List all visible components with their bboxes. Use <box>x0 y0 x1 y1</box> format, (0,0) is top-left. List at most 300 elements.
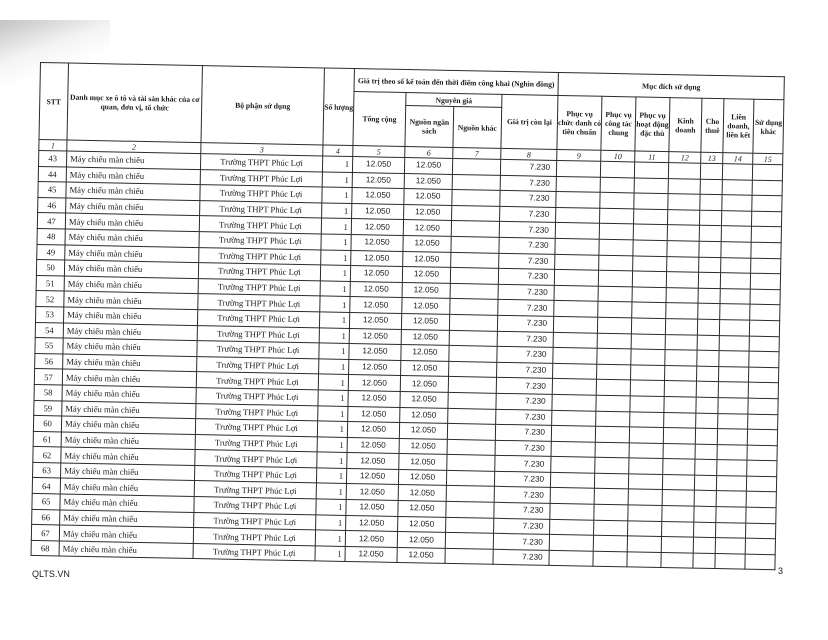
row-department: Trường THPT Phúc Lợi <box>197 310 319 328</box>
asset-table <box>31 62 785 571</box>
row-remaining-value: 7.230 <box>498 268 554 285</box>
row-asset-name: Máy chiếu màn chiếu <box>59 525 193 543</box>
row-asset-name: Máy chiếu màn chiếu <box>64 276 198 294</box>
row-purpose-cell <box>665 350 697 366</box>
row-other-source <box>450 283 498 300</box>
row-purpose-cell <box>715 553 745 569</box>
row-remaining-value: 7.230 <box>499 237 555 254</box>
row-total: 12.050 <box>348 390 400 407</box>
row-purpose-cell <box>550 488 594 504</box>
row-budget-source: 12.050 <box>402 298 450 315</box>
row-purpose-cell <box>632 287 666 303</box>
row-purpose-cell <box>697 335 719 351</box>
row-total: 12.050 <box>346 468 398 485</box>
row-purpose-cell <box>596 380 630 396</box>
row-department: Trường THPT Phúc Lợi <box>200 200 322 218</box>
row-stt: 53 <box>36 306 64 322</box>
row-purpose-cell <box>721 257 751 273</box>
row-budget-source: 12.050 <box>403 235 451 252</box>
row-purpose-cell <box>597 317 631 333</box>
row-purpose-cell <box>663 443 695 459</box>
row-purpose-cell <box>631 349 665 365</box>
row-purpose-cell <box>752 211 782 227</box>
row-purpose-cell <box>629 427 663 443</box>
column-number: 9 <box>557 149 601 161</box>
row-purpose-cell <box>721 242 751 258</box>
row-department: Trường THPT Phúc Lợi <box>194 481 316 499</box>
row-asset-name: Máy chiếu màn chiếu <box>61 432 195 450</box>
row-purpose-cell <box>746 507 776 523</box>
row-purpose-cell <box>717 429 747 445</box>
row-remaining-value: 7.230 <box>497 346 553 363</box>
row-purpose-cell <box>556 160 600 176</box>
row-purpose-cell <box>550 519 594 535</box>
row-budget-source: 12.050 <box>398 485 446 502</box>
row-purpose-cell <box>549 535 593 551</box>
header-tong-cong: Tổng cộng <box>353 92 406 147</box>
row-purpose-cell <box>667 256 699 272</box>
row-asset-name: Máy chiếu màn chiếu <box>62 385 196 403</box>
row-purpose-cell <box>720 273 750 289</box>
row-total: 12.050 <box>350 266 402 283</box>
row-purpose-cell <box>752 195 782 211</box>
row-quantity: 1 <box>321 218 351 234</box>
row-asset-name: Máy chiếu màn chiếu <box>60 510 194 528</box>
row-department: Trường THPT Phúc Lợi <box>200 185 322 203</box>
column-number: 7 <box>453 147 501 159</box>
row-purpose-cell <box>599 239 633 255</box>
footer-brand: QLTS.VN <box>32 569 70 579</box>
row-purpose-cell <box>700 163 722 179</box>
row-budget-source: 12.050 <box>397 547 445 564</box>
row-asset-name: Máy chiếu màn chiếu <box>61 463 195 481</box>
row-purpose-cell <box>695 428 717 444</box>
row-department: Trường THPT Phúc Lợi <box>196 403 318 421</box>
row-purpose-cell <box>720 288 750 304</box>
header-bo-phan: Bộ phận sử dụng <box>201 66 324 145</box>
row-stt: 62 <box>33 447 61 463</box>
row-stt: 56 <box>35 353 63 369</box>
row-department: Trường THPT Phúc Lợi <box>197 341 319 359</box>
row-purpose-cell <box>552 394 596 410</box>
row-asset-name: Máy chiếu màn chiếu <box>63 354 197 372</box>
row-purpose-cell <box>551 441 595 457</box>
row-purpose-cell <box>555 254 599 270</box>
row-stt: 61 <box>33 431 61 447</box>
row-quantity: 1 <box>322 156 352 172</box>
row-purpose-cell <box>593 551 627 567</box>
row-budget-source: 12.050 <box>404 173 452 190</box>
row-purpose-cell <box>749 367 779 383</box>
header-lien-doanh: Liên doanh, liên kết <box>723 99 754 154</box>
row-purpose-cell <box>747 429 777 445</box>
row-purpose-cell <box>631 318 665 334</box>
header-so-luong: Số lượng <box>323 68 354 146</box>
column-number: 1 <box>39 139 67 151</box>
row-remaining-value: 7.230 <box>497 331 553 348</box>
row-purpose-cell <box>664 412 696 428</box>
row-other-source <box>452 174 500 191</box>
row-purpose-cell <box>628 505 662 521</box>
row-department: Trường THPT Phúc Lợi <box>193 543 315 561</box>
asset-table-sheet <box>31 62 784 571</box>
row-purpose-cell <box>720 304 750 320</box>
row-remaining-value: 7.230 <box>497 315 553 332</box>
row-stt: 45 <box>38 182 66 198</box>
row-remaining-value: 7.230 <box>500 159 556 176</box>
row-purpose-cell <box>668 178 700 194</box>
row-department: Trường THPT Phúc Lợi <box>196 387 318 405</box>
row-stt: 58 <box>34 384 62 400</box>
row-quantity: 1 <box>318 390 348 406</box>
row-purpose-cell <box>634 193 668 209</box>
row-budget-source: 12.050 <box>402 267 450 284</box>
row-asset-name: Máy chiếu màn chiếu <box>66 182 200 200</box>
row-stt: 68 <box>31 540 59 556</box>
row-quantity: 1 <box>316 483 346 499</box>
row-budget-source: 12.050 <box>404 158 452 175</box>
row-asset-name: Máy chiếu màn chiếu <box>65 213 199 231</box>
row-stt: 43 <box>39 150 67 166</box>
row-total: 12.050 <box>349 359 401 376</box>
row-stt: 59 <box>34 400 62 416</box>
row-total: 12.050 <box>352 157 404 174</box>
row-budget-source: 12.050 <box>401 313 449 330</box>
row-purpose-cell <box>747 445 777 461</box>
row-budget-source: 12.050 <box>398 501 446 518</box>
row-purpose-cell <box>665 318 697 334</box>
row-purpose-cell <box>630 380 664 396</box>
row-purpose-cell <box>596 411 630 427</box>
column-number: 14 <box>723 153 753 165</box>
row-remaining-value: 7.230 <box>494 502 550 519</box>
row-purpose-cell <box>627 552 661 568</box>
row-total: 12.050 <box>350 297 402 314</box>
row-purpose-cell <box>751 227 781 243</box>
row-department: Trường THPT Phúc Lợi <box>193 528 315 546</box>
row-purpose-cell <box>666 272 698 288</box>
column-number: 5 <box>353 146 405 158</box>
row-purpose-cell <box>556 176 600 192</box>
row-purpose-cell <box>693 553 715 569</box>
row-purpose-cell <box>694 522 716 538</box>
row-purpose-cell <box>716 491 746 507</box>
row-budget-source: 12.050 <box>399 454 447 471</box>
row-purpose-cell <box>746 523 776 539</box>
row-remaining-value: 7.230 <box>496 378 552 395</box>
row-stt: 63 <box>33 462 61 478</box>
row-purpose-cell <box>748 382 778 398</box>
row-department: Trường THPT Phúc Lợi <box>198 278 320 296</box>
row-purpose-cell <box>634 209 668 225</box>
row-purpose-cell <box>554 285 598 301</box>
row-other-source <box>448 408 496 425</box>
row-purpose-cell <box>696 413 718 429</box>
row-purpose-cell <box>600 161 634 177</box>
row-quantity: 1 <box>317 437 347 453</box>
row-purpose-cell <box>748 398 778 414</box>
row-purpose-cell <box>600 192 634 208</box>
row-other-source <box>450 268 498 285</box>
row-quantity: 1 <box>320 265 350 281</box>
row-purpose-cell <box>600 177 634 193</box>
row-purpose-cell <box>632 271 666 287</box>
row-total: 12.050 <box>352 188 404 205</box>
row-purpose-cell <box>722 195 752 211</box>
row-department: Trường THPT Phúc Lợi <box>199 247 321 265</box>
row-purpose-cell <box>747 460 777 476</box>
row-purpose-cell <box>663 428 695 444</box>
row-purpose-cell <box>751 258 781 274</box>
row-quantity: 1 <box>316 468 346 484</box>
row-purpose-cell <box>718 413 748 429</box>
row-stt: 66 <box>32 509 60 525</box>
row-budget-source: 12.050 <box>401 345 449 362</box>
header-nguon-ngan-sach: Nguồn ngân sách <box>405 106 454 148</box>
row-remaining-value: 7.230 <box>493 534 549 551</box>
header-muc-dich: Mục đích sử dụng <box>558 72 784 99</box>
row-department: Trường THPT Phúc Lợi <box>198 294 320 312</box>
row-purpose-cell <box>556 192 600 208</box>
row-other-source <box>446 501 494 518</box>
row-purpose-cell <box>630 411 664 427</box>
row-quantity: 1 <box>316 515 346 531</box>
row-quantity: 1 <box>321 234 351 250</box>
row-asset-name: Máy chiếu màn chiếu <box>63 323 197 341</box>
header-phuc-vu-cong-tac: Phục vụ công tác chung <box>601 96 636 151</box>
row-purpose-cell <box>749 336 779 352</box>
row-remaining-value: 7.230 <box>499 222 555 239</box>
row-total: 12.050 <box>348 375 400 392</box>
row-stt: 50 <box>36 260 64 276</box>
row-purpose-cell <box>551 457 595 473</box>
row-department: Trường THPT Phúc Lợi <box>194 512 316 530</box>
row-other-source <box>446 517 494 534</box>
row-other-source <box>448 392 496 409</box>
row-purpose-cell <box>749 351 779 367</box>
row-budget-source: 12.050 <box>401 360 449 377</box>
row-purpose-cell <box>695 459 717 475</box>
row-budget-source: 12.050 <box>399 423 447 440</box>
row-purpose-cell <box>722 164 752 180</box>
row-purpose-cell <box>745 554 775 570</box>
row-remaining-value: 7.230 <box>499 253 555 270</box>
row-quantity: 1 <box>315 546 345 562</box>
row-other-source <box>450 299 498 316</box>
column-number: 13 <box>701 152 723 163</box>
column-number: 4 <box>323 145 353 157</box>
row-total: 12.050 <box>345 531 397 548</box>
row-purpose-cell <box>750 289 780 305</box>
row-quantity: 1 <box>322 187 352 203</box>
row-asset-name: Máy chiếu màn chiếu <box>65 229 199 247</box>
row-purpose-cell <box>700 210 722 226</box>
row-other-source <box>449 346 497 363</box>
row-stt: 47 <box>37 213 65 229</box>
row-other-source <box>445 548 493 565</box>
row-quantity: 1 <box>317 452 347 468</box>
row-other-source <box>449 361 497 378</box>
row-stt: 65 <box>32 493 60 509</box>
row-purpose-cell <box>594 489 628 505</box>
row-purpose-cell <box>552 379 596 395</box>
row-other-source <box>451 252 499 269</box>
header-nguyen-gia: Nguyên giá <box>406 93 502 108</box>
row-purpose-cell <box>694 491 716 507</box>
row-purpose-cell <box>696 397 718 413</box>
row-purpose-cell <box>715 538 745 554</box>
row-budget-source: 12.050 <box>404 204 452 221</box>
row-purpose-cell <box>721 226 751 242</box>
row-purpose-cell <box>666 303 698 319</box>
row-budget-source: 12.050 <box>400 391 448 408</box>
row-department: Trường THPT Phúc Lợi <box>197 325 319 343</box>
row-purpose-cell <box>750 273 780 289</box>
row-purpose-cell <box>748 414 778 430</box>
row-total: 12.050 <box>348 406 400 423</box>
row-budget-source: 12.050 <box>404 189 452 206</box>
row-purpose-cell <box>550 503 594 519</box>
row-purpose-cell <box>628 521 662 537</box>
row-purpose-cell <box>594 473 628 489</box>
row-total: 12.050 <box>350 281 402 298</box>
header-gia-tri-group: Giá trị theo số kế toán đến thời điểm công khai (Nghìn đồng) <box>354 69 558 96</box>
row-purpose-cell <box>630 396 664 412</box>
row-budget-source: 12.050 <box>403 220 451 237</box>
row-department: Trường THPT Phúc Lợi <box>195 434 317 452</box>
row-stt: 64 <box>32 478 60 494</box>
row-remaining-value: 7.230 <box>495 456 551 473</box>
row-purpose-cell <box>698 288 720 304</box>
row-other-source <box>447 423 495 440</box>
header-su-dung-khac: Sử dụng khác <box>753 99 784 154</box>
row-department: Trường THPT Phúc Lợi <box>197 356 319 374</box>
row-purpose-cell <box>661 537 693 553</box>
row-purpose-cell <box>693 537 715 553</box>
row-other-source <box>452 158 500 175</box>
row-purpose-cell <box>627 536 661 552</box>
row-purpose-cell <box>554 301 598 317</box>
row-budget-source: 12.050 <box>400 407 448 424</box>
row-other-source <box>448 377 496 394</box>
row-purpose-cell <box>552 410 596 426</box>
row-other-source <box>446 470 494 487</box>
row-purpose-cell <box>629 458 663 474</box>
row-stt: 49 <box>37 244 65 260</box>
row-purpose-cell <box>593 535 627 551</box>
row-department: Trường THPT Phúc Lợi <box>199 232 321 250</box>
row-remaining-value: 7.230 <box>495 440 551 457</box>
row-purpose-cell <box>629 443 663 459</box>
row-other-source <box>449 330 497 347</box>
row-purpose-cell <box>553 316 597 332</box>
row-purpose-cell <box>594 504 628 520</box>
row-asset-name: Máy chiếu màn chiếu <box>59 541 193 559</box>
row-purpose-cell <box>697 319 719 335</box>
row-asset-name: Máy chiếu màn chiếu <box>60 494 194 512</box>
column-number: 10 <box>601 150 635 162</box>
row-purpose-cell <box>698 272 720 288</box>
row-purpose-cell <box>750 305 780 321</box>
row-purpose-cell <box>600 208 634 224</box>
row-purpose-cell <box>667 241 699 257</box>
row-quantity: 1 <box>322 203 352 219</box>
column-number: 15 <box>753 153 783 165</box>
row-total: 12.050 <box>351 219 403 236</box>
row-quantity: 1 <box>319 343 349 359</box>
row-purpose-cell <box>667 225 699 241</box>
table-body <box>31 150 783 570</box>
row-department: Trường THPT Phúc Lợi <box>200 154 322 172</box>
row-purpose-cell <box>719 351 749 367</box>
row-purpose-cell <box>696 381 718 397</box>
row-purpose-cell <box>700 194 722 210</box>
row-purpose-cell <box>555 238 599 254</box>
row-quantity: 1 <box>318 374 348 390</box>
row-quantity: 1 <box>320 281 350 297</box>
row-purpose-cell <box>598 286 632 302</box>
row-purpose-cell <box>668 194 700 210</box>
row-purpose-cell <box>633 240 667 256</box>
row-purpose-cell <box>699 257 721 273</box>
row-purpose-cell <box>631 365 665 381</box>
row-remaining-value: 7.230 <box>500 191 556 208</box>
row-asset-name: Máy chiếu màn chiếu <box>66 151 200 169</box>
row-remaining-value: 7.230 <box>496 393 552 410</box>
row-purpose-cell <box>628 489 662 505</box>
row-budget-source: 12.050 <box>403 251 451 268</box>
row-remaining-value: 7.230 <box>497 362 553 379</box>
row-purpose-cell <box>634 178 668 194</box>
row-remaining-value: 7.230 <box>493 549 549 566</box>
row-purpose-cell <box>697 350 719 366</box>
row-quantity: 1 <box>319 359 349 375</box>
row-purpose-cell <box>698 304 720 320</box>
row-stt: 51 <box>36 275 64 291</box>
row-total: 12.050 <box>352 172 404 189</box>
row-purpose-cell <box>596 395 630 411</box>
row-budget-source: 12.050 <box>399 438 447 455</box>
row-remaining-value: 7.230 <box>494 471 550 488</box>
row-purpose-cell <box>717 460 747 476</box>
row-purpose-cell <box>598 270 632 286</box>
row-purpose-cell <box>550 472 594 488</box>
row-purpose-cell <box>551 425 595 441</box>
row-other-source <box>446 486 494 503</box>
row-other-source <box>452 190 500 207</box>
row-purpose-cell <box>718 382 748 398</box>
row-asset-name: Máy chiếu màn chiếu <box>61 447 195 465</box>
row-total: 12.050 <box>349 312 401 329</box>
row-quantity: 1 <box>319 327 349 343</box>
row-purpose-cell <box>719 335 749 351</box>
row-quantity: 1 <box>315 530 345 546</box>
row-budget-source: 12.050 <box>401 329 449 346</box>
row-remaining-value: 7.230 <box>494 487 550 504</box>
row-total: 12.050 <box>351 250 403 267</box>
row-purpose-cell <box>751 242 781 258</box>
header-danh-muc: Danh mục xe ô tô và tài sản khác của cơ quan, đơn vị, tổ chức <box>67 63 202 143</box>
row-remaining-value: 7.230 <box>495 424 551 441</box>
row-purpose-cell <box>598 302 632 318</box>
row-asset-name: Máy chiếu màn chiếu <box>66 198 200 216</box>
row-purpose-cell <box>554 270 598 286</box>
row-purpose-cell <box>633 255 667 271</box>
row-remaining-value: 7.230 <box>498 300 554 317</box>
row-budget-source: 12.050 <box>398 469 446 486</box>
row-remaining-value: 7.230 <box>496 409 552 426</box>
row-purpose-cell <box>752 180 782 196</box>
